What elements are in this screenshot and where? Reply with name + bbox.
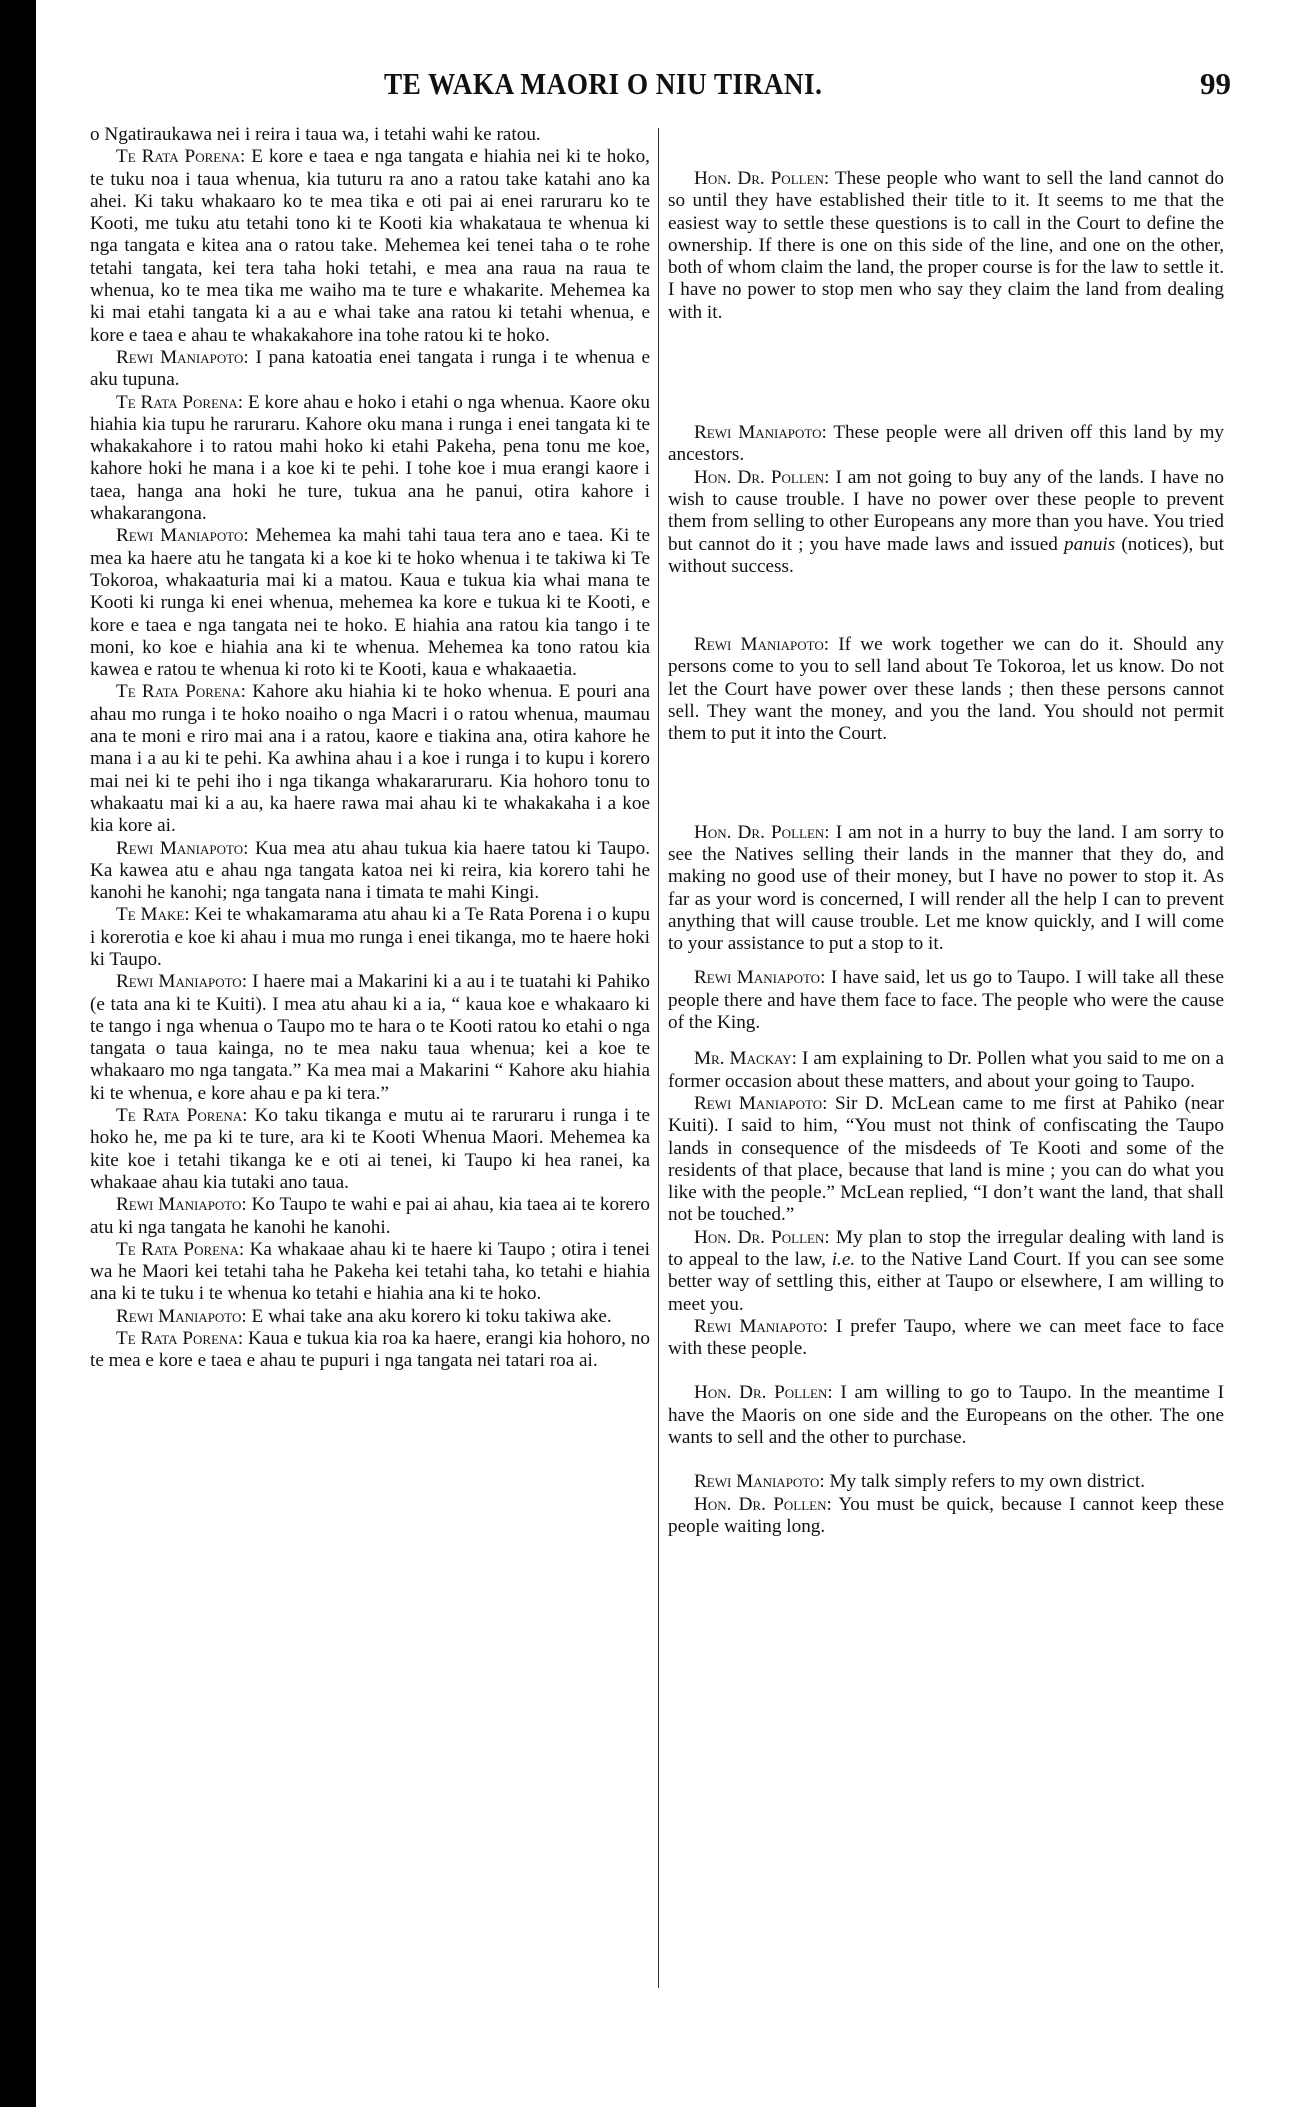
speaker-name: Rewi Maniapoto [116, 346, 244, 368]
speaker-name: Te Rata Porena [116, 146, 240, 168]
page-title: TE WAKA MAORI O NIU TIRANI. [384, 66, 823, 101]
speaker-name: Hon. Dr. Pollen [694, 466, 825, 488]
speaker-name: Rewi Maniapoto [694, 1092, 823, 1114]
paragraph: Te Rata Porena: Kaua e tukua kia roa ka haere, erangi kia hohoro, no te mea e kore e taea e ahau te pupuri i nga tangata nei tatari roa ai. [90, 1328, 650, 1372]
speaker-name: Rewi Maniapoto [694, 1315, 823, 1337]
paragraph: Rewi Maniapoto: Sir D. McLean came to me first at Pahiko (near Kuiti). I said to him, “You must not think of confiscating the Taupo lands in consequence of the misdeeds of Te Kooti and some of the residents of that place, because that land is mine ; you can do what you like with the people.” McLean replied, “I don’t want the land, that shall not be touched.” [668, 1092, 1224, 1226]
speaker-name: Hon. Dr. Pollen [694, 1493, 827, 1515]
paragraph: Rewi Maniapoto: I prefer Taupo, where we can meet face to face with these people. [668, 1315, 1224, 1360]
speaker-name: Te Rata Porena [116, 681, 241, 703]
speaker-name: Hon. Dr. Pollen [694, 821, 825, 843]
paragraph: Rewi Maniapoto: I have said, let us go to Taupo. I will take all these people there and have them face to face. The people who were the cause of the King. [668, 967, 1224, 1034]
speaker-name: Rewi Maniapoto [116, 525, 244, 547]
speaker-name: Hon. Dr. Pollen [694, 1226, 825, 1248]
paragraph: Rewi Maniapoto: I haere mai a Makarini ki a au i te tuatahi ki Pahiko (e tata ana ki te Kuiti). I mea atu ahau ki a ia, “ kaua koe e whakaaro ki te tango i nga whenua o Taupo mo te hara o te Kooti ratou ko etahi o nga tangata o taua kainga, no te mea naku taua whenua; kei a koe te whakaaro mo nga tangata.” Ka mea mai a Makarini “ Kahore aku hiahia ki te whenua, e kore ahau e pa ki tera.” [90, 971, 650, 1104]
speaker-name: Rewi Maniapoto [694, 422, 822, 444]
italic-term: i.e. [831, 1248, 856, 1270]
speaker-name: Rewi Maniapoto [116, 971, 242, 993]
speaker-name: Te Rata Porena [116, 1328, 238, 1350]
paragraph: Hon. Dr. Pollen: You must be quick, because I cannot keep these people waiting long. [668, 1493, 1224, 1537]
speaker-name: Rewi Maniapoto [694, 1471, 820, 1493]
maori-column [90, 124, 650, 1373]
speaker-name: Mr. Mackay [694, 1048, 792, 1070]
paragraph: Rewi Maniapoto: These people were all driven off this land by my ancestors. [668, 422, 1224, 466]
column-divider [658, 128, 659, 1988]
italic-term: panuis [1064, 533, 1116, 555]
paragraph: Rewi Maniapoto: Ko Taupo te wahi e pai ai ahau, kia taea ai te korero atu ki nga tangata he kanohi he kanohi. [90, 1194, 650, 1238]
paragraph: Rewi Maniapoto: My talk simply refers to my own district. [694, 1471, 1146, 1493]
paragraph: Te Make: Kei te whakamarama atu ahau ki a Te Rata Porena i o kupu i korerotia e koe ki ahau i mua mo runga i enei tikanga, mo te haere hoki ki Taupo. [90, 904, 650, 970]
paragraph: Rewi Maniapoto: If we work together we can do it. Should any persons come to you to sell land about Te Tokoroa, let us know. Do not let the Court have power over these lands ; then these persons cannot sell. They want the money, and you the land. You should not permit them to put it into the Court. [668, 634, 1224, 745]
paragraph: Te Rata Porena: Kahore aku hiahia ki te hoko whenua. E pouri ana ahau mo runga i te hoko noaiho o nga Macri i o ratou whenua, maumau ana te moni e riro mai ana i a ratou, kaore e tiakina ana, otira kahore he mana i a au ki te pehi. Ka awhina ahau i a koe i runga i to kupu i korero mai nei ki te pehi iho i nga tikanga whakararuraru. Kia hohoro tonu to whakaatu mai ki a au, ka haere rawa mai ahau ki te whakakaha i a koe kia kore ai. [90, 681, 650, 837]
english-column [668, 124, 1224, 1538]
paragraph: Te Rata Porena: E kore ahau e hoko i etahi o nga whenua. Kaore oku hiahia kia tupu he raruraru. Kahore oku mana i runga i enei tangata ki te whakakahore i to ratou mahi hoko ki etahi Pakeha, pena tonu me koe, kahore hoki he mana i a koe ki te pehi. I tohe koe i mua erangi kaore i taea, hanga ana hoki he ture, tukua ana he panui, otira kahore i whakarangona. [90, 391, 650, 525]
paragraph: Hon. Dr. Pollen: I am willing to go to Taupo. In the meantime I have the Maoris on one side and the Europeans on the other. The one wants to sell and the other to purchase. [668, 1382, 1224, 1449]
speaker-name: Rewi Maniapoto [116, 837, 244, 859]
speaker-name: Te Rata Porena [116, 391, 238, 413]
speaker-name: Rewi Maniapoto [694, 967, 821, 989]
paragraph: Hon. Dr. Pollen: These people who want to sell the land cannot do so until they have established their title to it. It seems to me that the easiest way to settle these questions is to call in the Court to define the ownership. If there is one on this side of the line, and one on the other, both of whom claim the land, the proper course is for the law to settle it. I have no power to stop men who say they claim the land from dealing with it. [668, 168, 1225, 323]
speaker-name: Te Rata Porena [116, 1105, 243, 1127]
paragraph: Hon. Dr. Pollen: My plan to stop the irregular dealing with land is to appeal to the law, i.e. to the Native Land Court. If you can see some better way of settling this, either at Taupo or elsewhere, I am willing to meet you. [668, 1226, 1224, 1315]
speaker-name: Rewi Maniapoto [694, 634, 824, 656]
speaker-name: Te Rata Porena [116, 1238, 239, 1260]
paragraph: Rewi Maniapoto: Mehemea ka mahi tahi taua tera ano e taea. Ki te mea ka haere atu he tangata ki a koe ki te hoko whenua i te takiwa ki Te Tokoroa, whakaaturia mai ki a matou. Kaua e tukua kia whai mana te Kooti ki runga ki enei whenua, mehemea ka kore e tukua ki te Kooti, e kore e taea e nga tangata nei te hoko. E hiahia ana ratou kia tango i te moni, ko koe e hiahia ana ki te whenua. Mehemea ka tono ratou kia kawea e ratou te whenua ki roto ki te Kooti, kaua e whakaaetia. [90, 525, 650, 681]
speaker-name: Rewi Maniapoto [116, 1194, 242, 1216]
speaker-name: Te Make [116, 904, 185, 926]
paragraph: Hon. Dr. Pollen: I am not going to buy any of the lands. I have no wish to cause trouble. I have no power over these people to prevent them from selling to other Europeans any more than you have. You tried but cannot do it ; you have made laws and issued panuis (notices), but without success. [668, 466, 1224, 577]
paragraph: Rewi Maniapoto: I pana katoatia enei tangata i runga i te whenua e aku tupuna. [90, 346, 651, 391]
paragraph: Te Rata Porena: Ko taku tikanga e mutu ai te raruraru i runga i te hoko he, me pa ki te ture, ara ki te Kooti Whenua Maori. Mehemea ka kite koe i tetahi tikanga ke e oti ai tenei, ki Taupo ki hea ranei, ka whakaae ahau kia tutaki ano taua. [90, 1105, 650, 1193]
paragraph: Rewi Maniapoto: Kua mea atu ahau tukua kia haere tatou ki Taupo. Ka kawea atu e ahau nga tangata katoa nei ki reira, kia korero tahi he kanohi he kanohi; nga tangata nana i timata te mahi Kingi. [90, 837, 650, 904]
scan-border [0, 0, 36, 2107]
speaker-name: Rewi Maniapoto [116, 1305, 242, 1327]
paragraph: Mr. Mackay: I am explaining to Dr. Pollen what you said to me on a former occasion about these matters, and about your going to Taupo. [668, 1048, 1225, 1092]
speaker-name: Hon. Dr. Pollen [694, 168, 824, 189]
paragraph: o Ngatiraukawa nei i reira i taua wa, i tetahi wahi ke ratou. [90, 124, 541, 145]
paragraph: Hon. Dr. Pollen: I am not in a hurry to buy the land. I am sorry to see the Natives selling their lands in the manner that they do, and making no good use of their money, but I have no power to stop it. As far as your word is concerned, I will render all the help I can to prevent anything that will cause trouble. Let me know quickly, and I will come to your assistance to put a stop to it. [668, 821, 1224, 955]
paragraph: Rewi Maniapoto: E whai take ana aku korero ki toku takiwa ake. [116, 1305, 612, 1327]
paragraph: Te Rata Porena: E kore e taea e nga tangata e hiahia nei ki te hoko, te tuku noa i taua whenua, kia tuturu ra ano a ratou take katahi ano ka ahei. Ki taku whakaaro ko te mea tika e oti pai ai enei raruraru ko te Kooti, me tuku atu tetahi tono ki te Kooti kia whakataua te whenua ki nga tangata e kitea ana o ratou take. Mehemea kei tenei taha o te rohe tetahi tangata, kei tera taha hoki tetahi, e mea ana raua na raua te whenua, ko te mea tika me waiho ma te ture e whakarite. Mehemea ka ki mai etahi tangata ki a au e whai take ana ratou ki tetahi whenua, e kore e taea e ahau te whakakahore ina tohe ratou ki te hoko. [90, 146, 650, 346]
page-number: 99 [1200, 66, 1231, 101]
page-header [0, 66, 1314, 106]
speaker-name: Hon. Dr. Pollen [694, 1382, 828, 1404]
paragraph: Te Rata Porena: Ka whakaae ahau ki te haere ki Taupo ; otira i tenei wa he Maori kei tetahi taha he Pakeha kei tetahi taha, ko tetahi e hiahia ana ki te tuku i te whenua ko tetahi e hiahia ana ki te hoko. [90, 1238, 650, 1305]
